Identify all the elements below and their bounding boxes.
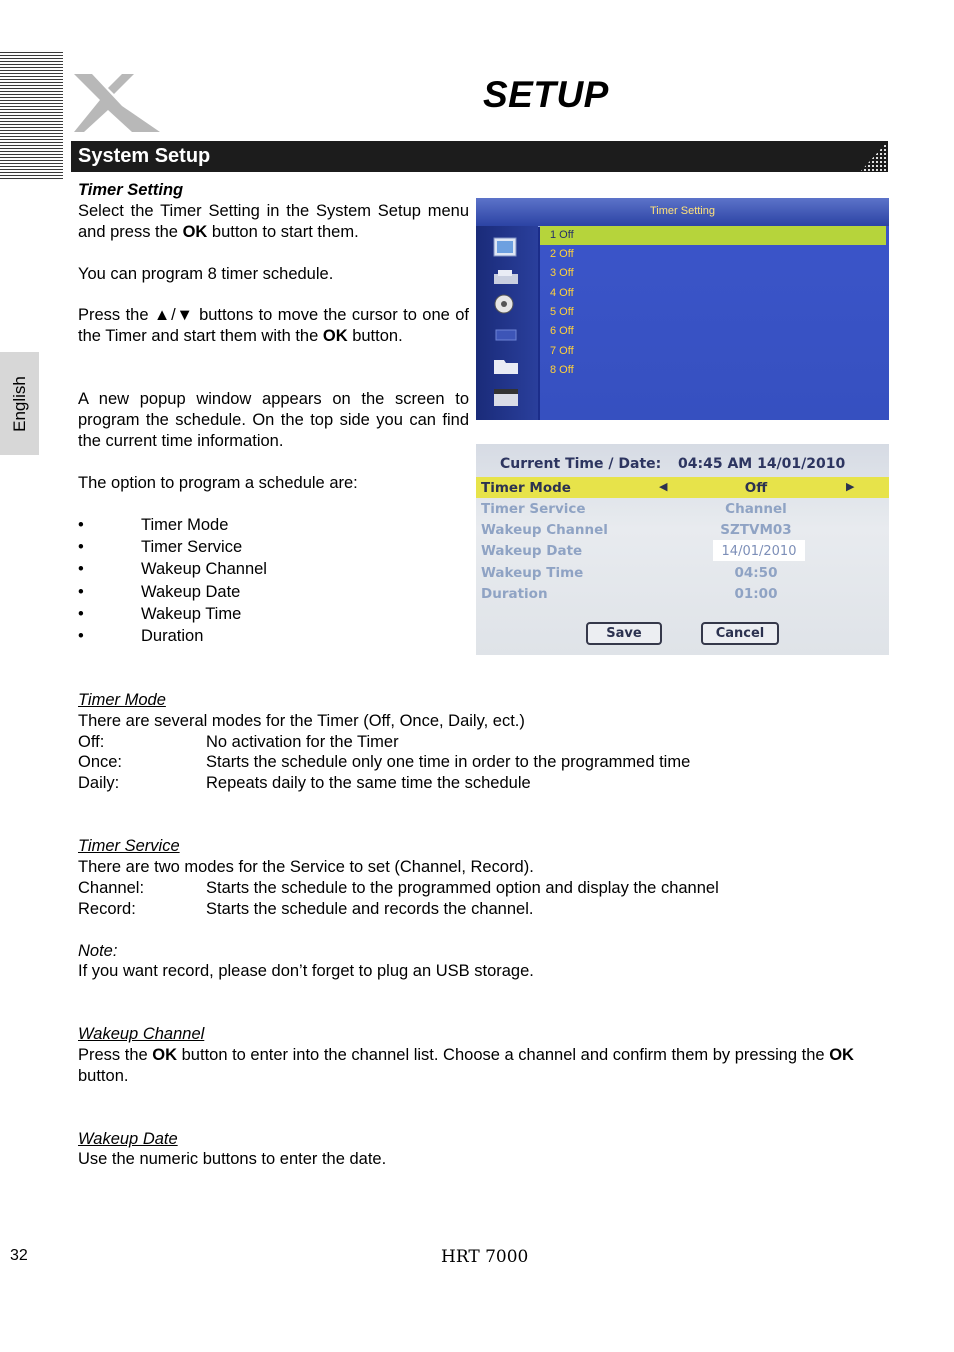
arrow-right-icon[interactable]: ▶ <box>846 480 855 493</box>
list-item: Wakeup Time <box>141 605 242 623</box>
option-label: Timer Service <box>481 501 586 517</box>
definition-text: Starts the schedule only one time in order to the programmed time <box>206 753 691 771</box>
dot-pattern-icon <box>848 141 888 172</box>
bullet-icon: • <box>78 583 84 601</box>
timer-popup-screenshot <box>476 444 889 655</box>
brand-logo-icon <box>70 70 166 136</box>
option-value: SZTVM03 <box>720 522 792 538</box>
duration-row[interactable] <box>476 583 889 604</box>
wakeup-date-text: Use the numeric buttons to enter the date. <box>78 1150 387 1168</box>
list-item: Timer Mode <box>141 516 229 534</box>
definition-text: Starts the schedule to the programmed option and display the channel <box>206 879 719 897</box>
model-name: HRT 7000 <box>441 1247 529 1267</box>
bullet-icon: • <box>78 538 84 556</box>
option-label: Wakeup Date <box>481 543 583 559</box>
bullet-icon: • <box>78 605 84 623</box>
edge-stripes <box>0 52 63 180</box>
section-header <box>71 141 888 172</box>
timer-setting-para2: You can program 8 timer schedule. <box>78 265 334 283</box>
wakeup-channel-heading: Wakeup Channel <box>78 1025 205 1043</box>
timer-setting-para4: A new popup window appears on the screen to program the schedule. On the top side you can find the current time information. <box>78 390 469 450</box>
menu-sidebar <box>476 226 538 420</box>
timer-list-screenshot <box>476 198 889 420</box>
section-title: System Setup <box>78 145 211 167</box>
current-time-value: 04:45 AM 14/01/2010 <box>678 456 846 472</box>
current-time-label: Current Time / Date: <box>500 456 662 472</box>
timer-row[interactable]: 3 Off <box>550 267 574 279</box>
note-heading: Note: <box>78 942 118 960</box>
option-label: Wakeup Time <box>481 565 584 581</box>
tools-icon <box>490 266 522 290</box>
bullet-icon: • <box>78 560 84 578</box>
language-label: English <box>9 375 29 432</box>
screenshot-title: Timer Setting <box>649 205 715 217</box>
page-number: 32 <box>10 1247 28 1264</box>
option-value: 01:00 <box>734 586 778 602</box>
list-item: Duration <box>141 627 204 645</box>
timer-setting-para5: The option to program a schedule are: <box>78 474 358 492</box>
timer-service-intro: There are two modes for the Service to set (Channel, Record). <box>78 858 534 876</box>
definition-term: Channel: <box>78 879 145 897</box>
timer-setting-para3: Press the ▲/▼ buttons to move the cursor to one of the Timer and start them with the OK button. <box>78 306 469 345</box>
definition-term: Record: <box>78 900 136 918</box>
gear-icon <box>490 292 522 316</box>
language-tab <box>0 352 39 455</box>
timer-row[interactable]: 5 Off <box>550 306 574 318</box>
timer-mode-heading: Timer Mode <box>78 691 166 709</box>
wakeup-channel-text: Press the OK button to enter into the channel list. Choose a channel and confirm them by pressing the OK button. <box>78 1046 854 1085</box>
screenshot-header <box>476 198 889 227</box>
page-title: SETUP <box>483 74 609 115</box>
option-label: Timer Mode <box>481 480 571 496</box>
timer-mode-row[interactable] <box>476 477 889 498</box>
wakeup-date-row[interactable] <box>476 540 889 561</box>
timer-row[interactable]: 2 Off <box>550 248 574 260</box>
wakeup-channel-row[interactable] <box>476 519 889 540</box>
usb-icon <box>490 322 522 346</box>
timer-row[interactable]: 4 Off <box>550 287 574 299</box>
option-value: 04:50 <box>734 565 778 581</box>
timer-row[interactable]: 6 Off <box>550 325 574 337</box>
picture-icon <box>490 236 522 260</box>
timer-row[interactable]: 1 Off <box>540 226 886 245</box>
timer-service-row[interactable] <box>476 498 889 519</box>
option-label: Duration <box>481 586 548 602</box>
list-item: Wakeup Date <box>141 583 241 601</box>
date-input[interactable]: 14/01/2010 <box>713 540 805 561</box>
timer-mode-intro: There are several modes for the Timer (Off, Once, Daily, ect.) <box>78 712 525 730</box>
timer-setting-para1: Select the Timer Setting in the System Setup menu and press the OK button to start them. <box>78 202 469 241</box>
definition-term: Daily: <box>78 774 120 792</box>
definition-text: Starts the schedule and records the channel. <box>206 900 534 918</box>
option-value: Channel <box>725 501 787 517</box>
clapperboard-icon <box>490 386 522 410</box>
bullet-icon: • <box>78 516 84 534</box>
timer-service-heading: Timer Service <box>78 837 180 855</box>
timer-setting-heading: Timer Setting <box>78 181 184 199</box>
bullet-icon: • <box>78 627 84 645</box>
definition-text: No activation for the Timer <box>206 733 399 751</box>
cancel-button[interactable]: Cancel <box>701 622 779 645</box>
wakeup-time-row[interactable] <box>476 562 889 583</box>
option-value: Off <box>744 480 768 496</box>
note-text: If you want record, please don’t forget to plug an USB storage. <box>78 962 534 980</box>
definition-term: Off: <box>78 733 105 751</box>
timer-row[interactable]: 8 Off <box>550 364 574 376</box>
definition-text: Repeats daily to the same time the schedule <box>206 774 531 792</box>
definition-term: Once: <box>78 753 123 771</box>
list-item: Wakeup Channel <box>141 560 267 578</box>
arrow-left-icon[interactable]: ◀ <box>659 480 668 493</box>
list-item: Timer Service <box>141 538 243 556</box>
save-button[interactable]: Save <box>586 622 662 645</box>
timer-row[interactable]: 7 Off <box>550 345 574 357</box>
wakeup-date-heading: Wakeup Date <box>78 1130 178 1148</box>
option-label: Wakeup Channel <box>481 522 608 538</box>
folder-icon <box>490 354 522 378</box>
